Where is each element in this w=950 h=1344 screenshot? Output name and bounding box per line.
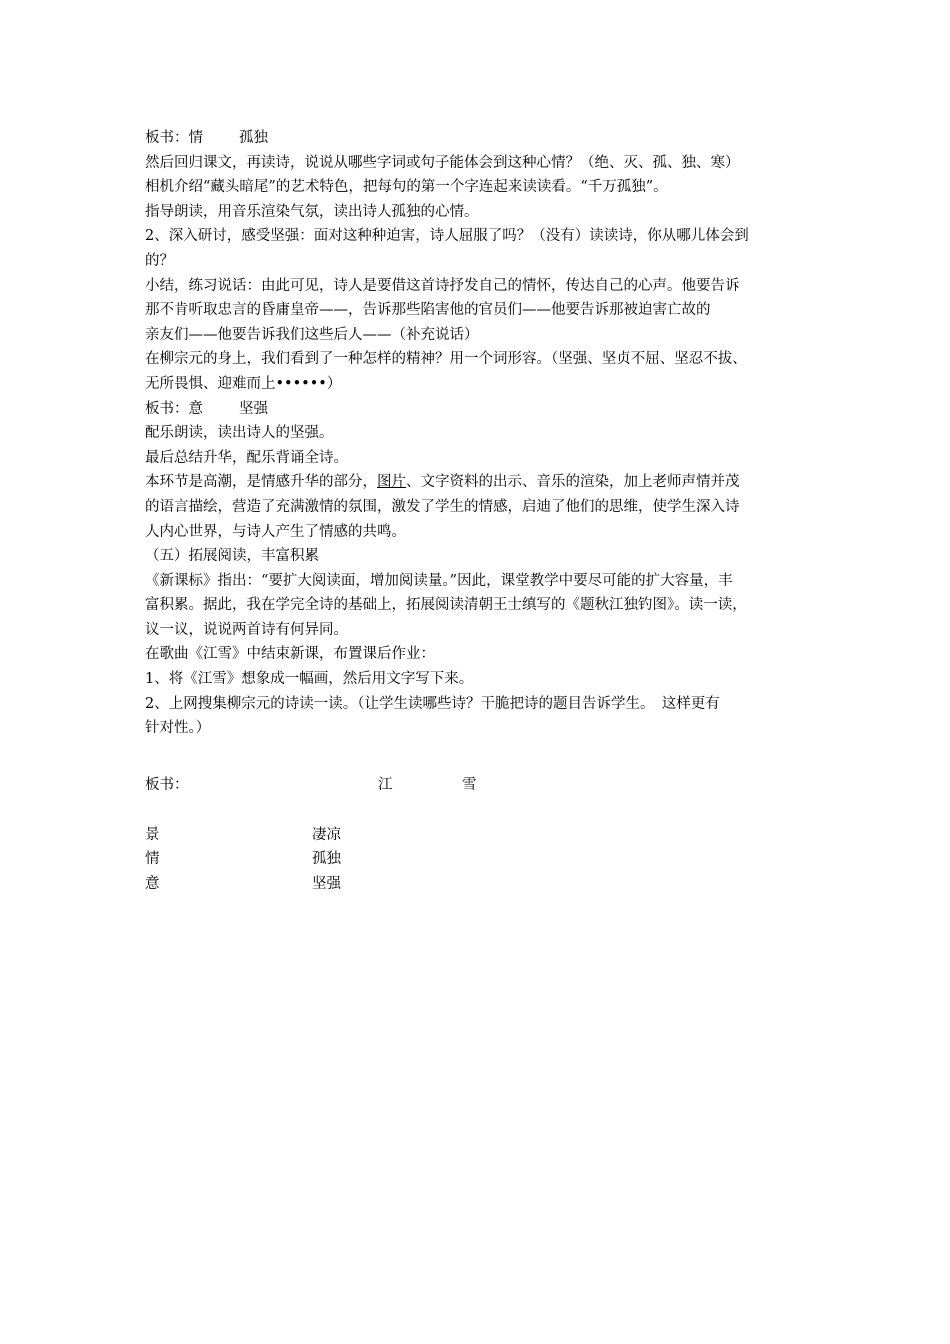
text-line: 在柳宗元的身上，我们看到了一种怎样的精神？用一个词形容。（坚强、坚贞不屈、坚忍不拔、: [145, 351, 747, 368]
text-line: 亲友们——他要告诉我们这些后人——（补充说话）: [145, 326, 479, 343]
lesson-text: [145, 126, 810, 741]
text-line: 相机介绍“藏头暗尾”的艺术特色，把每句的第一个字连起来读读看。“千万孤独”。: [145, 179, 668, 196]
board-row-right: 坚强: [312, 876, 341, 892]
text-line: 最后总结升华，配乐背诵全诗。: [145, 449, 348, 466]
board-title-char-1: 江: [378, 777, 393, 793]
text-line: 议一议，说说两首诗有何异同。: [145, 621, 348, 638]
board-row-left: 情: [145, 851, 160, 867]
section-heading: （五）拓展阅读，丰富积累: [145, 548, 319, 565]
text-line: 那不肯听取忠言的昏庸皇帝——，告诉那些陷害他的官员们——他要告诉那被迫害亡故的: [145, 302, 711, 319]
board-note-emotion: 板书：情 孤独: [145, 130, 268, 146]
board-title-char-2: 雪: [462, 777, 477, 793]
text-line: 小结，练习说话：由此可见，诗人是要借这首诗抒发自己的情怀，传达自己的心声。他要告诉: [145, 277, 740, 294]
text-line-with-link: 本环节是高潮，是情感升华的部分，图片、文字资料的出示、音乐的渲染，加上老师声情并茂: [145, 474, 740, 491]
text-line: 2、深入研讨，感受坚强：面对这种种迫害，诗人屈服了吗？（没有）读读诗，你从哪儿体会到: [145, 228, 749, 245]
text-line: 的语言描绘，营造了充满激情的氛围，激发了学生的情感，启迪了他们的思维，使学生深入诗: [145, 498, 740, 515]
image-link[interactable]: 图片: [377, 474, 406, 491]
text-line: 1、将《江雪》想象成一幅画，然后用文字写下来。: [145, 671, 474, 688]
board-row-right: 孤独: [312, 851, 341, 867]
text-line: 在歌曲《江雪》中结束新课，布置课后作业：: [145, 646, 435, 663]
text-line: 指导朗读，用音乐渲染气氛，读出诗人孤独的心情。: [145, 203, 479, 220]
text-line: 2、上网搜集柳宗元的诗读一读。（让学生读哪些诗？干脆把诗的题目告诉学生。 这样更有: [145, 695, 720, 712]
text-line: 的？: [145, 252, 174, 269]
text-line: 富积累。据此，我在学完全诗的基础上，拓展阅读清朝王士缜写的《题秋江独钓图》。读一读，: [145, 597, 747, 614]
board-label: 板书：: [145, 777, 189, 793]
text-line: 人内心世界，与诗人产生了情感的共鸣。: [145, 523, 406, 540]
text-line: 《新课标》指出：“要扩大阅读面，增加阅读量。”因此，课堂教学中要尽可能的扩大容量，丰: [145, 572, 733, 589]
board-row-left: 景: [145, 827, 160, 843]
board-note-meaning: 板书：意 坚强: [145, 400, 268, 417]
text-line: 然后回归课文，再读诗，说说从哪些字词或句子能体会到这种心情？（绝、灭、孤、独、寒）: [145, 154, 740, 171]
text-line: 针对性。）: [145, 720, 211, 737]
text-line: 配乐朗读，读出诗人的坚强。: [145, 425, 334, 442]
board-row-left: 意: [145, 876, 160, 892]
text-line: 无所畏惧、迎难而上••••••）: [145, 375, 342, 392]
board-row-right: 凄凉: [312, 827, 341, 843]
